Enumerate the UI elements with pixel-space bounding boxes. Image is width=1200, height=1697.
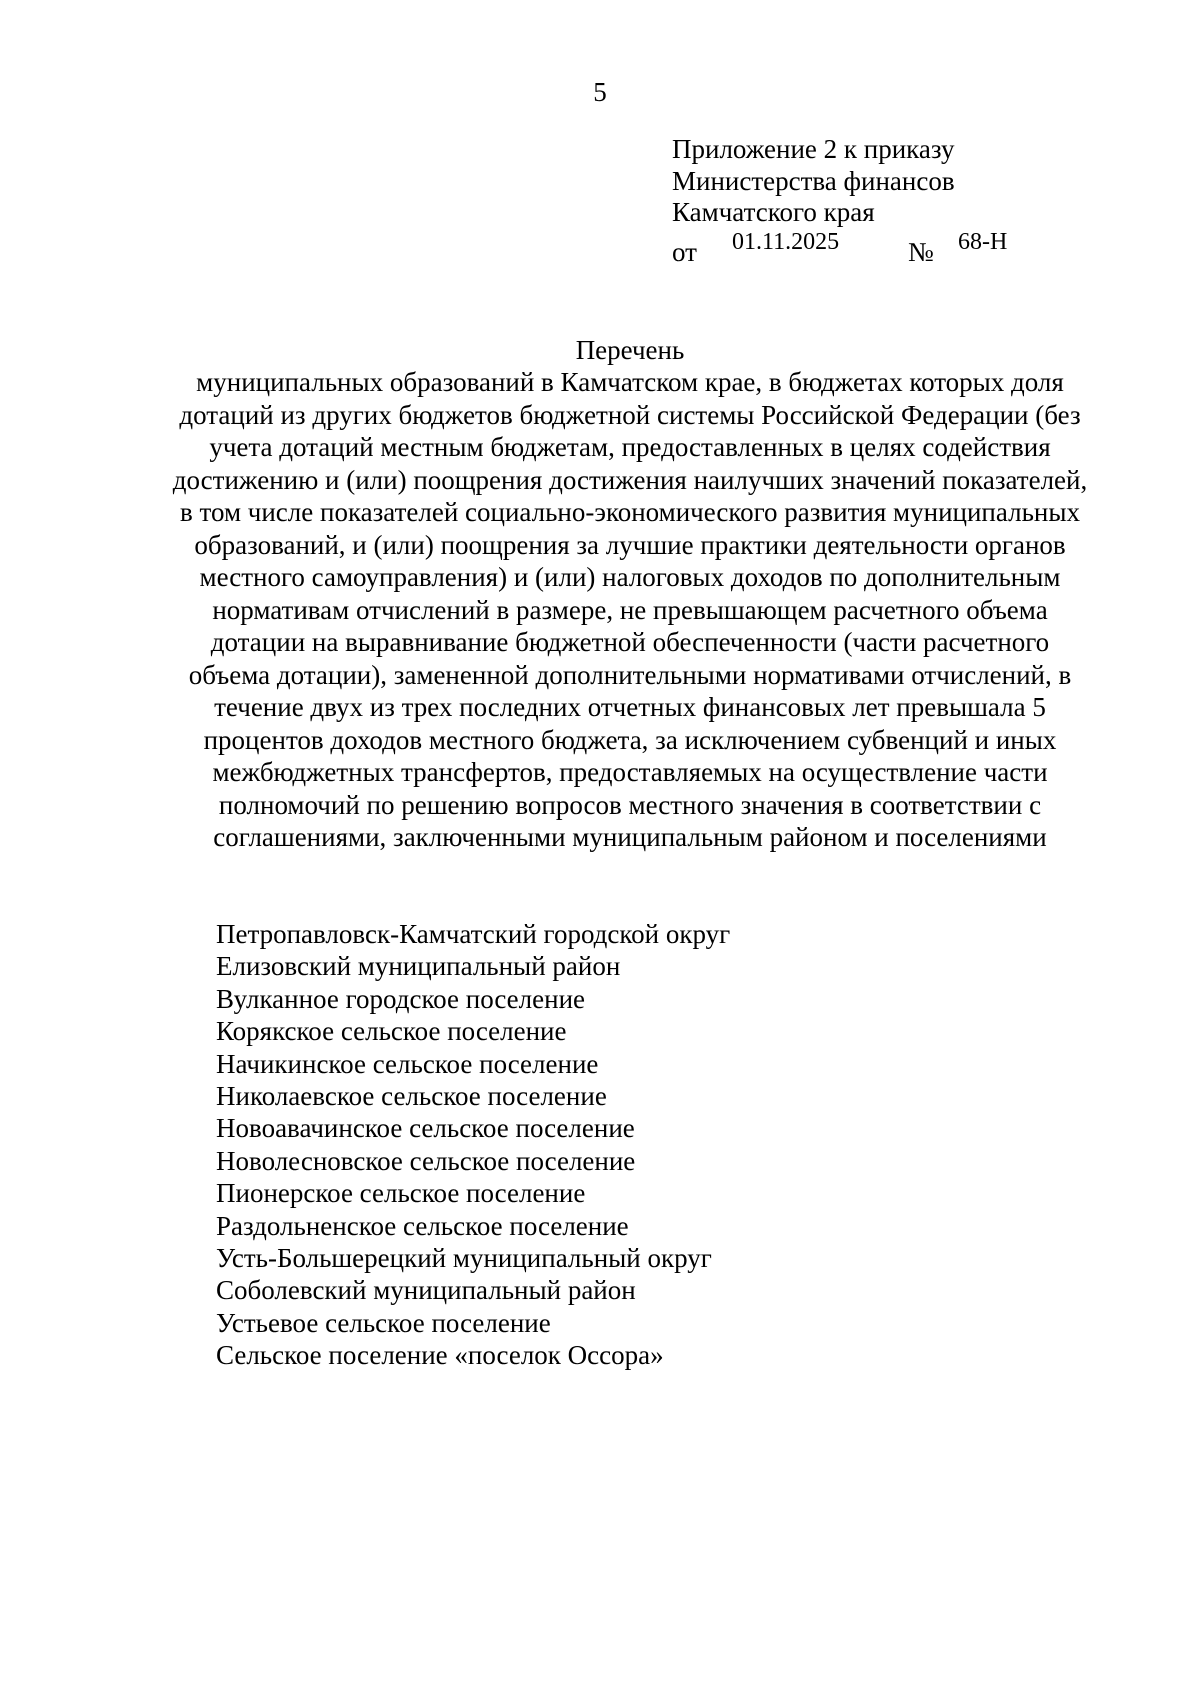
description-line: дотаций из других бюджетов бюджетной системы Российской Федерации (без bbox=[179, 399, 1081, 430]
description-line: межбюджетных трансфертов, предоставляемых на осуществление части bbox=[212, 757, 1048, 787]
municipality-item: Пионерское сельское поселение bbox=[216, 1178, 586, 1209]
municipality-list bbox=[216, 918, 730, 1372]
municipality-item: Устьевое сельское поселение bbox=[216, 1307, 551, 1338]
municipality-item: Раздольненское сельское поселение bbox=[216, 1210, 629, 1241]
description-line: муниципальных образований в Камчатском крае, в бюджетах которых доля bbox=[196, 367, 1064, 397]
municipality-item: Вулканное городское поселение bbox=[216, 983, 586, 1014]
municipality-item: Новоавачинское сельское поселение bbox=[216, 1113, 635, 1144]
municipality-item: Начикинское сельское поселение bbox=[216, 1048, 599, 1079]
order-reference bbox=[672, 228, 1008, 267]
order-number: 68-Н bbox=[958, 228, 1008, 255]
municipality-item: Петропавловск-Камчатский городской округ bbox=[216, 919, 731, 949]
municipality-item: Елизовский муниципальный район bbox=[216, 951, 621, 982]
description-line: учета дотаций местным бюджетам, предоставленных в целях содействия bbox=[209, 432, 1051, 462]
description-line: местного самоуправления) и (или) налоговых доходов по дополнительным bbox=[199, 562, 1061, 592]
appendix-line-1: Приложение 2 к приказу bbox=[672, 134, 955, 164]
order-number-label: № bbox=[908, 236, 934, 267]
municipality-item: Соболевский муниципальный район bbox=[216, 1275, 636, 1306]
description-line: нормативам отчислений в размере, не превышающем расчетного объема bbox=[212, 594, 1048, 625]
municipality-item: Николаевское сельское поселение bbox=[216, 1081, 607, 1112]
document-description bbox=[148, 366, 1112, 854]
description-line: объема дотации), замененной дополнительными нормативами отчислений, в bbox=[188, 659, 1072, 690]
municipality-item: Новолесновское сельское поселение bbox=[216, 1145, 636, 1176]
order-date: 01.11.2025 bbox=[732, 228, 840, 255]
municipality-item: Сельское поселение «поселок Оссора» bbox=[216, 1340, 664, 1371]
description-line: достижению и (или) поощрения достижения наилучших значений показателей, bbox=[172, 464, 1088, 495]
appendix-line-2: Министерства финансов bbox=[672, 165, 955, 196]
description-line: процентов доходов местного бюджета, за исключением субвенций и иных bbox=[203, 724, 1057, 755]
appendix-line-3: Камчатского края bbox=[672, 197, 875, 227]
description-line: дотации на выравнивание бюджетной обеспеченности (части расчетного bbox=[210, 627, 1050, 657]
description-line: в том числе показателей социально-экономического развития муниципальных bbox=[180, 497, 1080, 527]
description-line: соглашениями, заключенными муниципальным районом и поселениями bbox=[213, 822, 1047, 852]
municipality-item: Усть-Большерецкий муниципальный округ bbox=[216, 1243, 712, 1274]
description-line: течение двух из трех последних отчетных финансовых лет превышала 5 bbox=[214, 692, 1046, 722]
document-title: Перечень bbox=[575, 335, 685, 365]
order-from-label: от bbox=[672, 236, 697, 267]
description-line: образований, и (или) поощрения за лучшие практики деятельности органов bbox=[194, 529, 1066, 560]
appendix-block bbox=[672, 134, 1008, 267]
page-number: 5 bbox=[593, 77, 607, 107]
description-line: полномочий по решению вопросов местного значения в соответствии с bbox=[218, 789, 1042, 820]
municipality-item: Корякское сельское поселение bbox=[216, 1016, 567, 1047]
